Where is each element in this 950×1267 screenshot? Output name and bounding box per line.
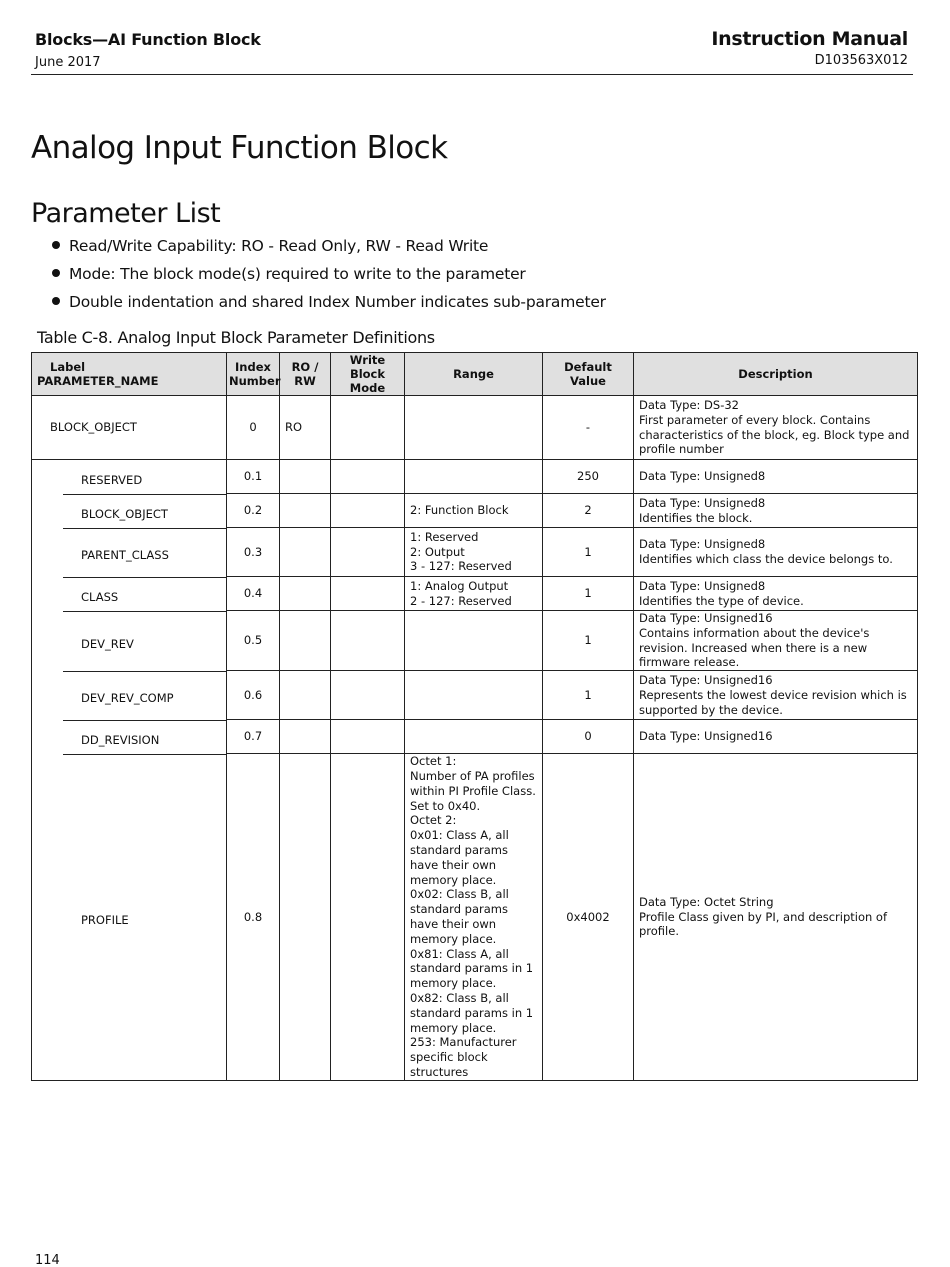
range-line: 2: Function Block [410,503,509,518]
cell-index: 0.5 [227,611,280,671]
bullet-item [52,289,606,317]
description-line: Data Type: Unsigned8 [639,578,766,593]
bullet-item [52,261,606,289]
cell-rorw [280,671,331,720]
column-header-rorw: RO / RW [280,353,331,396]
sub-parameter-indent [63,541,226,563]
cell-default: 2 [543,494,634,528]
cell-range [405,460,543,494]
table-row [32,528,918,577]
cell-mode [331,528,405,577]
table-row [32,494,918,528]
header-date: June 2017 [35,55,101,70]
cell-description [634,494,918,528]
description-line: Data Type: Unsigned16 [639,729,773,744]
table-row [32,754,918,1081]
cell-description [634,611,918,671]
cell-range [405,754,543,1081]
table-row [32,396,918,460]
cell-index: 0.2 [227,494,280,528]
description-line: Data Type: DS-32 [639,397,739,412]
cell-label [32,528,227,577]
cell-index: 0.8 [227,754,280,1081]
cell-rorw [280,460,331,494]
cell-index: 0.3 [227,528,280,577]
range-line: 1: Analog Output [410,578,509,593]
description-line: Data Type: Octet String [639,894,774,909]
cell-range [405,577,543,611]
cell-default: - [543,396,634,460]
column-header-index: Index Number [227,353,280,396]
header-label-line2: PARAMETER_NAME [37,374,159,388]
description-line: Profile Class given by PI, and description of profile. [639,909,888,939]
page-number: 114 [35,1253,60,1267]
cell-mode [331,494,405,528]
range-line: 0x81: Class A, all standard params in 1 memory place. [410,946,534,991]
description-line: Data Type: Unsigned16 [639,672,773,687]
cell-label [32,671,227,720]
cell-mode [331,460,405,494]
page-title: Analog Input Function Block [31,130,448,166]
range-line: 2: Output [410,544,465,559]
range-line: 253: Manufacturer specific block structures [410,1035,517,1079]
cell-rorw [280,611,331,671]
cell-range [405,396,543,460]
cell-mode [331,754,405,1081]
cell-index: 0.6 [227,671,280,720]
cell-rorw [280,528,331,577]
range-line: 2 - 127: Reserved [410,593,512,608]
table-row [32,460,918,494]
cell-default: 1 [543,671,634,720]
cell-label [32,396,227,460]
table-caption: Table C-8. Analog Input Block Parameter Definitions [37,328,435,347]
parameter-name: PARENT_CLASS [81,548,169,563]
header-section-title: Blocks—AI Function Block [35,30,261,49]
range-line: 1: Reserved [410,529,479,544]
cell-label [32,494,227,528]
parameter-table [31,352,918,1081]
description-line: Represents the lowest device revision which is supported by the device. [639,687,907,717]
cell-description [634,754,918,1081]
bullet-text: Read/Write Capability: RO - Read Only, RW - Read Write [69,237,489,255]
description-line: Data Type: Unsigned8 [639,495,766,510]
header-divider [31,74,913,75]
cell-mode [331,671,405,720]
parameter-name: BLOCK_OBJECT [50,420,137,435]
cell-mode [331,577,405,611]
cell-label [32,577,227,611]
cell-range [405,611,543,671]
cell-description [634,396,918,460]
section-title: Parameter List [31,198,221,229]
cell-rorw [280,494,331,528]
description-line: Identifies which class the device belongs to. [639,552,893,566]
description-line: Identifies the block. [639,510,753,525]
cell-range [405,720,543,754]
description-line: First parameter of every block. Contains characteristics of the block, eg. Block type and profile number [639,412,910,457]
description-line: Data Type: Unsigned8 [639,537,766,552]
cell-default: 250 [543,460,634,494]
range-line: 0x02: Class B, all standard params have their own memory place. [410,887,509,946]
cell-index: 0.7 [227,720,280,754]
cell-index: 0 [227,396,280,460]
parameter-name: DD_REVISION [81,732,160,747]
bullet-list [52,233,606,317]
description-line: Data Type: Unsigned8 [639,469,766,484]
bullet-item [52,233,606,261]
range-line: 0x82: Class B, all standard params in 1 memory place. [410,990,534,1035]
parameter-name: DEV_REV [81,636,134,651]
bullet-text: Mode: The block mode(s) required to write to the parameter [69,265,526,283]
parameter-name: PROFILE [81,912,129,927]
sub-parameter-indent [63,500,226,522]
parameter-name: DEV_REV_COMP [81,691,174,706]
cell-rorw [280,754,331,1081]
cell-description [634,720,918,754]
header-label-line1: Label [50,360,86,374]
cell-default: 1 [543,528,634,577]
parameter-name: CLASS [81,589,119,604]
column-header-label [32,353,227,396]
cell-rorw [280,720,331,754]
column-header-mode: Write Block Mode [331,353,405,396]
cell-index: 0.4 [227,577,280,611]
range-line: 0x01: Class A, all standard params have their own memory place. [410,828,509,887]
table-header-row [32,353,918,396]
sub-parameter-indent [63,726,226,748]
cell-description [634,577,918,611]
cell-range [405,494,543,528]
cell-description [634,528,918,577]
range-line: Number of PA profiles within PI Profile Class. Set to 0x40. [410,768,536,813]
bullet-dot-icon [52,297,60,305]
description-line: Identifies the type of device. [639,593,804,608]
column-header-range: Range [405,353,543,396]
range-line: 3 - 127: Reserved [410,559,512,574]
column-header-description: Description [634,353,918,396]
bullet-dot-icon [52,269,60,277]
cell-description [634,460,918,494]
header-document-number: D103563X012 [814,53,908,68]
cell-range [405,671,543,720]
cell-range [405,528,543,577]
sub-parameter-indent [63,630,226,652]
cell-default: 0 [543,720,634,754]
cell-rorw: RO [280,396,331,460]
table-row [32,720,918,754]
description-line: Data Type: Unsigned16 [639,611,773,625]
range-line: Octet 1: [410,754,457,769]
cell-label [32,611,227,671]
range-line: Octet 2: [410,813,457,828]
bullet-dot-icon [52,241,60,249]
column-header-default: Default Value [543,353,634,396]
table-row [32,671,918,720]
description-line: Contains information about the device's revision. Increased when there is a new firmware release. [639,625,870,670]
table-row [32,611,918,671]
cell-mode [331,396,405,460]
cell-mode [331,611,405,671]
sub-parameter-indent [63,906,226,928]
cell-description [634,671,918,720]
cell-label [32,754,227,1081]
table-row [32,577,918,611]
cell-index: 0.1 [227,460,280,494]
bullet-text: Double indentation and shared Index Number indicates sub-parameter [69,293,606,311]
parameter-name: BLOCK_OBJECT [81,506,168,521]
sub-parameter-indent [63,583,226,605]
parameter-name: RESERVED [81,472,143,487]
cell-label [32,460,227,494]
cell-rorw [280,577,331,611]
sub-parameter-indent [63,684,226,706]
cell-mode [331,720,405,754]
header-manual-title: Instruction Manual [711,28,908,50]
sub-parameter-indent [63,466,226,488]
cell-default: 1 [543,577,634,611]
cell-default: 1 [543,611,634,671]
cell-label [32,720,227,754]
cell-default: 0x4002 [543,754,634,1081]
